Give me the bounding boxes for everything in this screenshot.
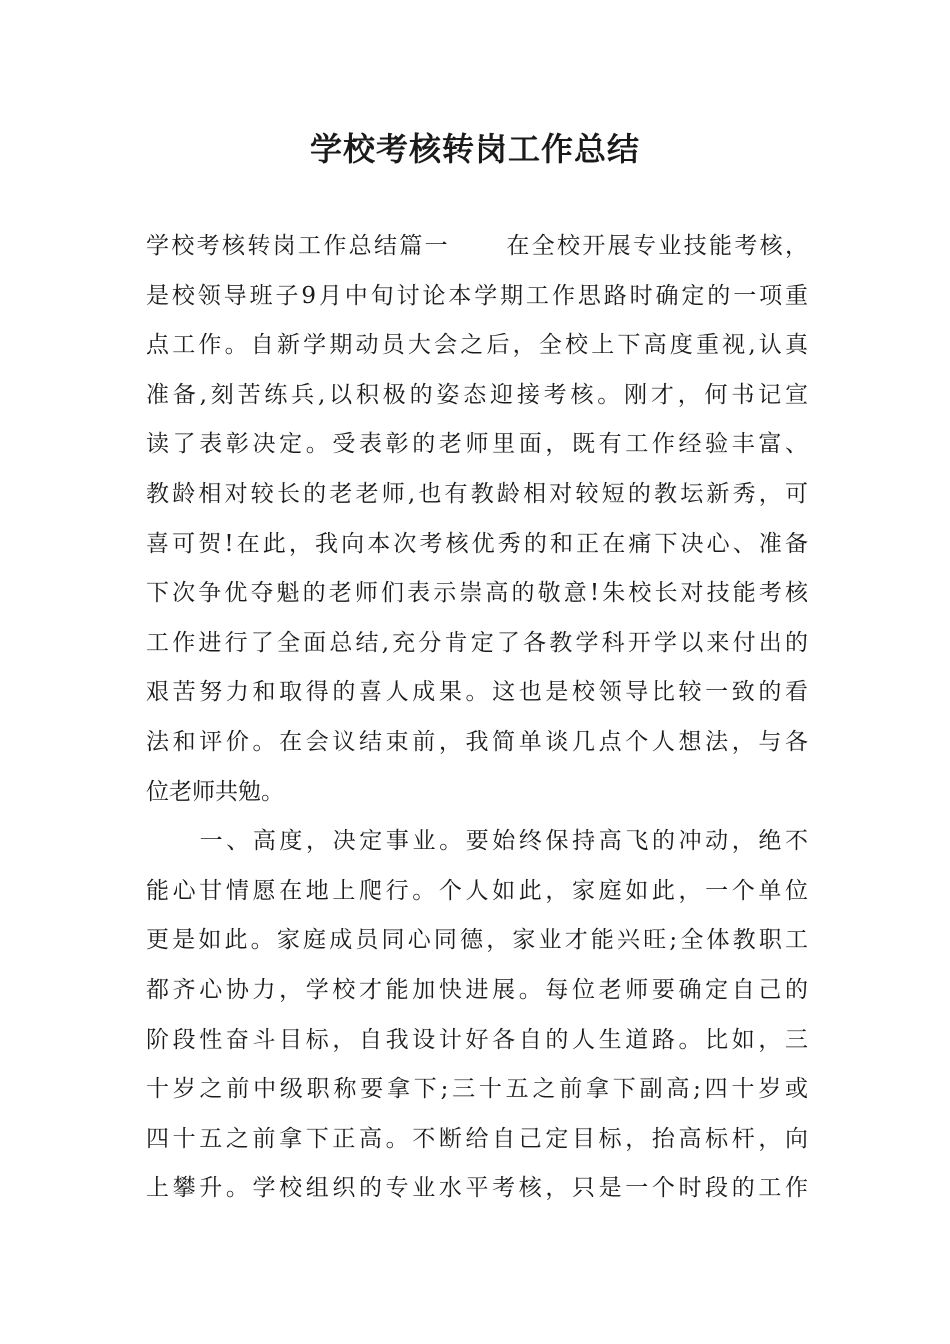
paragraph-line: 艰苦努力和取得的喜人成果。这也是校领导比较一致的看 [146,679,808,706]
paragraph-line: 教龄相对较长的老老师,也有教龄相对较短的教坛新秀，可 [146,480,808,507]
paragraph-line: 四十五之前拿下正高。不断给自己定目标，抬高标杆，向 [146,1125,808,1152]
paragraph-line: 读了表彰决定。受表彰的老师里面，既有工作经验丰富、 [146,431,808,458]
paragraph-line: 上攀升。学校组织的专业水平考核，只是一个时段的工作 [146,1175,808,1202]
paragraph-line: 阶段性奋斗目标，自我设计好各自的人生道路。比如，三 [146,1026,808,1053]
paragraph-2 [146,817,808,1214]
paragraph-1 [146,222,808,817]
document-body [146,222,808,1214]
paragraph-line: 工作进行了全面总结,充分肯定了各教学科开学以来付出的 [146,629,808,656]
section-heading: 学校考核转岗工作总结篇一 [146,233,450,259]
paragraph-line: 十岁之前中级职称要拿下;三十五之前拿下副高;四十岁或 [146,1076,808,1103]
paragraph-line: 点工作。自新学期动员大会之后，全校上下高度重视,认真 [146,332,808,359]
paragraph-line: 法和评价。在会议结束前，我简单谈几点个人想法，与各 [146,728,808,755]
paragraph-line: 更是如此。家庭成员同心同德，家业才能兴旺;全体教职工 [146,927,808,954]
paragraph-line: 喜可贺!在此，我向本次考核优秀的和正在痛下决心、准备 [146,530,808,557]
paragraph-line: 是校领导班子9月中旬讨论本学期工作思路时确定的一项重 [146,282,808,309]
paragraph-line: 位老师共勉。 [146,778,284,805]
paragraph-line: 都齐心协力，学校才能加快进展。每位老师要确定自己的 [146,976,808,1003]
paragraph-line: 下次争优夺魁的老师们表示崇高的敬意!朱校长对技能考核 [146,580,808,607]
paragraph-line: 能心甘情愿在地上爬行。个人如此，家庭如此，一个单位 [146,877,808,904]
document-title: 学校考核转岗工作总结 [309,130,640,168]
paragraph-line: 学校考核转岗工作总结篇一 在全校开展专业技能考核， [146,233,808,259]
paragraph-line: 准备,刻苦练兵,以积极的姿态迎接考核。刚才，何书记宣 [146,381,808,408]
paragraph-line: 一、高度，决定事业。要始终保持高飞的冲动，绝不 [196,828,808,855]
